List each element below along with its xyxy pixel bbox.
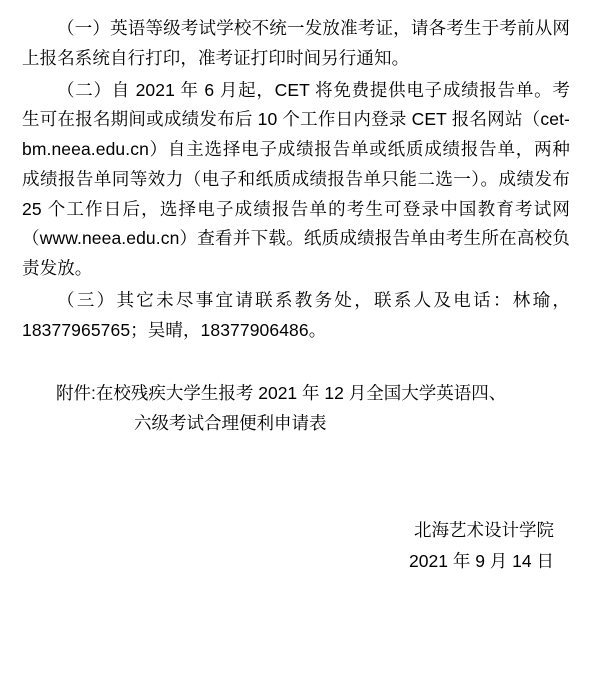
signature-date: 2021 年 9 月 14 日 [409,550,554,571]
attachment-line-1: 附件:在校残疾大学生报考 2021 年 12 月全国大学英语四、 [56,383,507,404]
paragraph-three: （三）其它未尽事宜请联系教务处，联系人及电话：林瑜，18377965765；吴晴，18377906486。 [22,289,570,340]
signature-organization: 北海艺术设计学院 [414,519,554,540]
attachment-block [22,379,570,439]
paragraph-one: （一）英语等级考试学校不统一发放准考证，请各考生于考前从网上报名系统自行打印，准考证打印时间另行通知。 [22,18,570,68]
attachment-line-2: 六级考试合理便利申请表 [134,413,327,433]
signature-block [22,515,570,577]
paragraph-two: （二）自 2021 年 6 月起，CET 将免费提供电子成绩报告单。考生可在报名期间或成绩发布后 10 个工作日内登录 CET 报名网站（cet-bm.neea.edu.cn）自主选择电子成绩报告单或纸质成绩报告单，两种成绩报告单同等效力（电子和纸质成绩报告单只能二选一）。成绩发布 25 个工作日后，选择电子成绩报告单的考生可登录中国教育考试网（www.neea.edu.cn）查看并下载。纸质成绩报告单由考生所在高校负责发放。 [22,79,570,278]
